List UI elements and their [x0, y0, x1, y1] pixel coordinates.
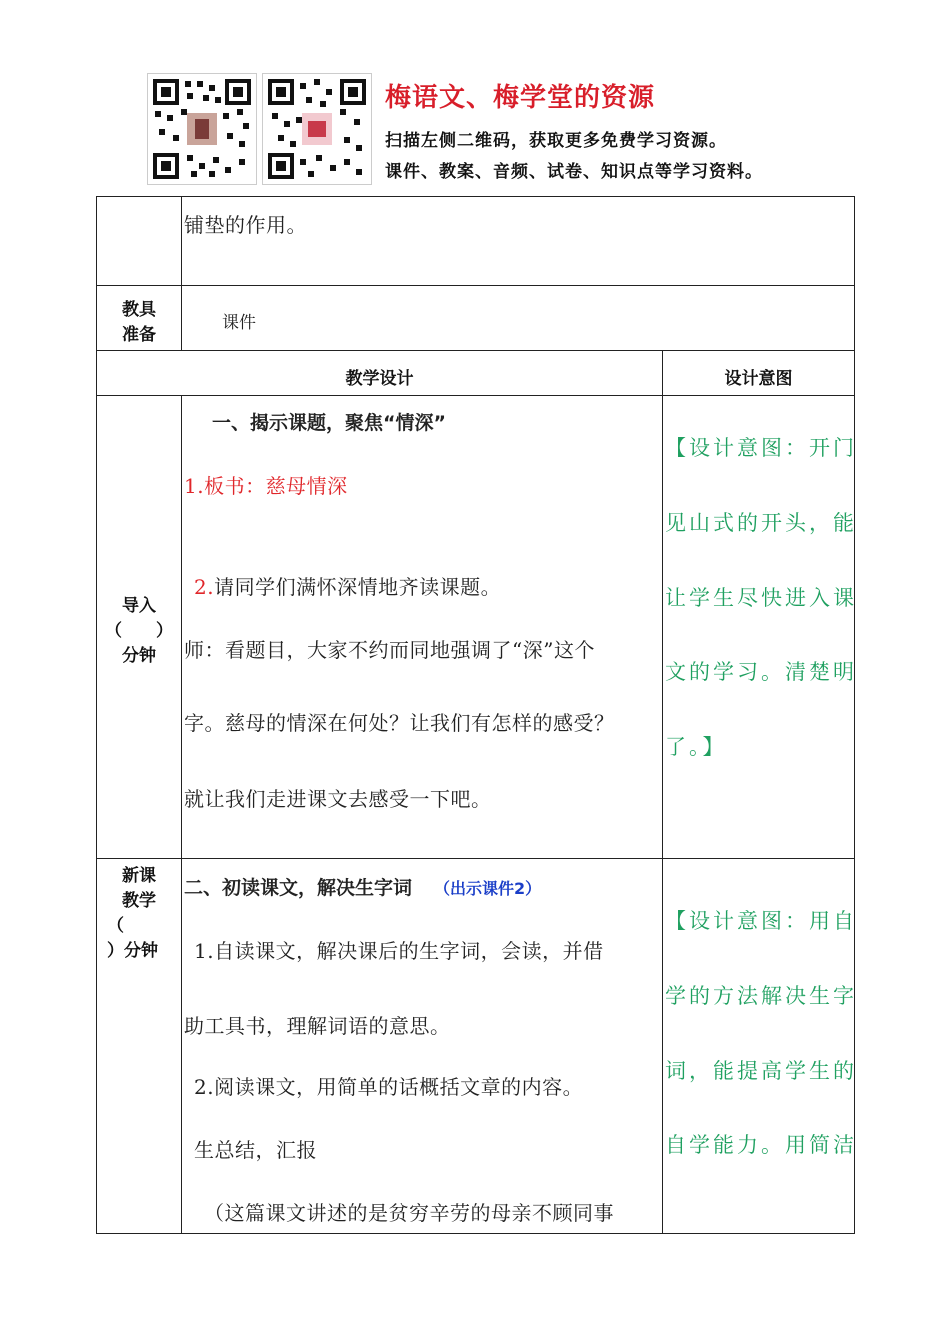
intro-item-2-text: 请同学们满怀深情地齐读课题。: [214, 575, 502, 599]
intro-label-cell: [96, 395, 182, 859]
row-top-content-cell: [181, 196, 855, 286]
new-lesson-intent-3: 词，能提高学生的: [665, 1059, 857, 1083]
new-lesson-label-2: 教学: [122, 891, 156, 911]
intro-item-2-number: 2.: [194, 575, 215, 599]
new-lesson-label-4: ）分钟: [107, 941, 158, 961]
intro-label-3: 分钟: [122, 646, 156, 666]
brand-title: 梅语文、梅学堂的资源: [385, 83, 656, 113]
new-lesson-item-1a: 1.自读课文，解决课后的生字词，会读，并借: [194, 939, 604, 963]
intro-intent-3: 让学生尽快进入课: [665, 586, 857, 610]
intro-intent-2: 见山式的开头，能: [665, 511, 857, 535]
row-top-text: 铺垫的作用。: [184, 213, 307, 237]
intro-paragraph-1: 师：看题目，大家不约而同地强调了“深”这个: [184, 638, 595, 662]
intro-label-1: 导入: [122, 596, 156, 616]
design-header: 教学设计: [345, 369, 414, 389]
intro-content-cell: [181, 395, 663, 859]
intro-heading: 一、揭示课题，聚焦“情深”: [212, 412, 446, 434]
qr-code-icon: [153, 79, 251, 179]
new-lesson-item-3: 生总结，汇报: [194, 1138, 317, 1162]
new-lesson-label-1: 新课: [122, 866, 156, 886]
intro-item-1: 1.板书：慈母情深: [184, 474, 348, 498]
intro-label-2: （ ）: [105, 621, 173, 641]
qr-code-right[interactable]: [262, 73, 372, 185]
intro-intent-cell: [662, 395, 855, 859]
new-lesson-item-4: （这篇课文讲述的是贫穷辛劳的母亲不顾同事: [204, 1201, 614, 1225]
new-lesson-intent-1: 【设计意图：用自: [665, 909, 857, 933]
intro-intent-4: 文的学习。清楚明: [665, 660, 857, 684]
qr-code-icon: [268, 79, 366, 179]
new-lesson-label-cell: [96, 858, 182, 1234]
intro-intent-5: 了。】: [665, 735, 727, 759]
intent-header-cell: [662, 350, 855, 396]
new-lesson-item-2: 2.阅读课文，用简单的话概括文章的内容。: [194, 1075, 584, 1099]
tools-label-2: 准备: [122, 325, 156, 345]
intro-paragraph-3: 就让我们走进课文去感受一下吧。: [184, 787, 492, 811]
tools-label-1: 教具: [122, 300, 156, 320]
new-lesson-intent-cell: [662, 858, 855, 1234]
intro-intent-1: 【设计意图：开门: [665, 436, 857, 460]
qr-code-left[interactable]: [147, 73, 257, 185]
design-header-cell: [96, 350, 663, 396]
intro-paragraph-2: 字。慈母的情深在何处？让我们有怎样的感受？: [184, 711, 615, 735]
intent-header: 设计意图: [724, 369, 793, 389]
tools-content: 课件: [222, 313, 256, 333]
lesson-plan-table: [96, 196, 855, 1234]
tools-content-cell: [181, 285, 855, 351]
tools-label-cell: [96, 285, 182, 351]
new-lesson-heading: [184, 873, 541, 900]
new-lesson-item-1b: 助工具书，理解词语的意思。: [184, 1014, 451, 1038]
new-lesson-label-3: （: [107, 916, 124, 936]
new-lesson-intent-2: 学的方法解决生字: [665, 984, 857, 1008]
new-lesson-intent-4: 自学能力。用简洁: [665, 1133, 857, 1157]
new-lesson-heading-text: 二、初读课文，解决生字词: [184, 877, 413, 899]
resource-header: [147, 73, 847, 185]
header-line-2: 课件、教案、音频、试卷、知识点等学习资料。: [385, 162, 763, 182]
new-lesson-content-cell: [181, 858, 663, 1234]
header-line-1: 扫描左侧二维码，获取更多免费学习资源。: [385, 131, 727, 151]
intro-item-2: [194, 571, 501, 600]
courseware-note: （出示课件2）: [434, 879, 542, 898]
row-top-label-cell: [96, 196, 182, 286]
